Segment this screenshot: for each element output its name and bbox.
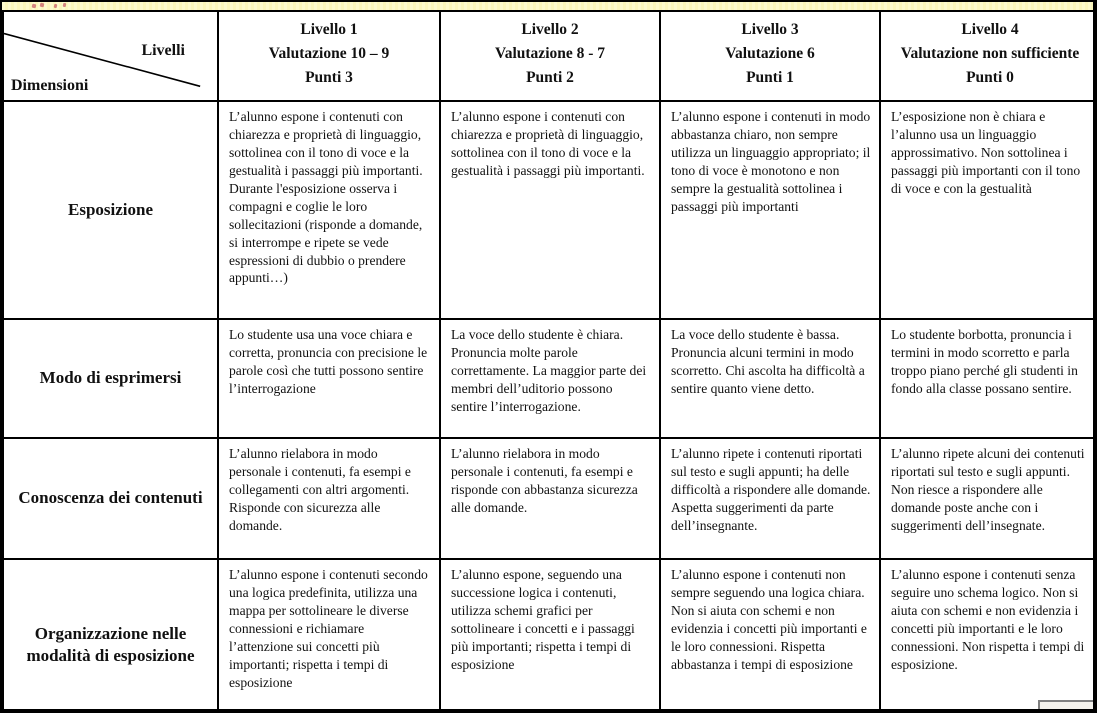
dimension-label-conoscenza-dei-contenuti: Conoscenza dei contenuti <box>3 438 218 559</box>
level-punti: Punti 2 <box>526 69 574 87</box>
level-1-header <box>218 11 440 101</box>
level-title: Livello 4 <box>961 21 1019 38</box>
cropped-text-fragment <box>30 3 70 9</box>
rubric-cell: L’alunno espone i contenuti secondo una logica predefinita, utilizza una mappa per sottolineare le diverse connessioni e richiamare l’attenzione sui concetti più importanti; rispetta i tempi di esposizione <box>218 559 440 713</box>
level-title: Livello 1 <box>300 21 358 38</box>
dimension-label-organizzazione: Organizzazione nelle modalità di esposizione <box>3 559 218 713</box>
top-yellow-strip <box>2 0 1093 10</box>
rubric-cell: L’alunno rielabora in modo personale i contenuti, fa esempi e risponde con abbastanza sicurezza alle domande. <box>440 438 660 559</box>
rubric-cell: Lo studente usa una voce chiara e corretta, pronuncia con precisione le parole così che tutti possono sentire l’interrogazione <box>218 319 440 438</box>
corner-cell <box>3 11 218 101</box>
table-row <box>3 438 1097 559</box>
rubric-cell: L’alunno espone i contenuti con chiarezza e proprietà di linguaggio, sottolinea con il tono di voce e la gestualità i passaggi più importanti. Durante l'esposizione osserva i compagni e coglie le loro sollecitazioni (risponde a domande, si interrompe e ripete se vede espressioni di dubbio o prendere appunti…) <box>218 101 440 319</box>
rubric-cell: La voce dello studente è chiara. Pronuncia molte parole correttamente. La maggior parte dei membri dell’uditorio possono sentire l’interrogazione. <box>440 319 660 438</box>
level-valutazione: Valutazione 6 <box>725 45 815 63</box>
rubric-cell: L’alunno espone i contenuti senza seguire uno schema logico. Non si aiuta con schemi e non evidenzia i concetti più importanti e le loro connessioni. Non rispetta i tempi di esposizione. <box>880 559 1097 713</box>
table-row <box>3 101 1097 319</box>
table-row <box>3 319 1097 438</box>
level-punti: Punti 1 <box>746 69 794 87</box>
evaluation-rubric-table <box>2 10 1097 713</box>
rubric-cell: Lo studente borbotta, pronuncia i termini in modo scorretto e parla troppo piano perché gli studenti in fondo alla classe possano sentire. <box>880 319 1097 438</box>
rubric-cell: L’esposizione non è chiara e l’alunno usa un linguaggio approssimativo. Non sottolinea i passaggi più importanti con il tono di voce e con la gestualità <box>880 101 1097 319</box>
rubric-cell: La voce dello studente è bassa. Pronuncia alcuni termini in modo scorretto. Chi ascolta ha difficoltà a sentire quanto viene detto. <box>660 319 880 438</box>
level-title: Livello 2 <box>521 21 579 38</box>
level-valutazione: Valutazione non sufficiente <box>900 45 1080 63</box>
level-punti: Punti 3 <box>305 69 353 87</box>
level-valutazione: Valutazione 8 - 7 <box>494 45 606 63</box>
rubric-cell: L’alunno espone i contenuti in modo abbastanza chiaro, non sempre utilizza un linguaggio appropriato; il tono di voce è monotono e non sempre la gestualità sottolinea i passaggi più importanti <box>660 101 880 319</box>
dimension-label-esposizione: Esposizione <box>3 101 218 319</box>
header-row <box>3 11 1097 101</box>
corner-label-livelli: Livelli <box>141 42 185 59</box>
dimension-label-modo-di-esprimersi: Modo di esprimersi <box>3 319 218 438</box>
level-valutazione: Valutazione 10 – 9 <box>268 45 390 63</box>
level-4-header <box>880 11 1097 101</box>
rubric-cell: L’alunno espone i contenuti con chiarezza e proprietà di linguaggio, sottolinea con il tono di voce e la gestualità i passaggi più importanti. <box>440 101 660 319</box>
table-row <box>3 559 1097 713</box>
level-3-header <box>660 11 880 101</box>
level-punti: Punti 0 <box>966 69 1014 87</box>
rubric-cell: L’alunno ripete alcuni dei contenuti riportati sul testo e sugli appunti. Non riesce a rispondere alle domande poste anche con i suggerimenti dell’insegnate. <box>880 438 1097 559</box>
rubric-cell: L’alunno rielabora in modo personale i contenuti, fa esempi e collegamenti con altri argomenti. Risponde con sicurezza alle domande. <box>218 438 440 559</box>
rubric-cell: L’alunno espone i contenuti non sempre seguendo una logica chiara. Non si aiuta con schemi e non evidenzia i concetti più importanti e le loro connessioni. Rispetta abbastanza i tempi di esposizione <box>660 559 880 713</box>
level-title: Livello 3 <box>741 21 799 38</box>
rubric-cell: L’alunno ripete i contenuti riportati sul testo e sugli appunti; ha delle difficoltà a rispondere alle domande. Aspetta suggerimenti da parte dell’insegnante. <box>660 438 880 559</box>
level-2-header <box>440 11 660 101</box>
corner-label-dimensioni: Dimensioni <box>11 77 89 94</box>
rubric-cell: L’alunno espone, seguendo una successione logica i contenuti, utilizza schemi grafici per sottolineare i concetti e i passaggi più importanti; rispetta i tempi di esposizione <box>440 559 660 713</box>
